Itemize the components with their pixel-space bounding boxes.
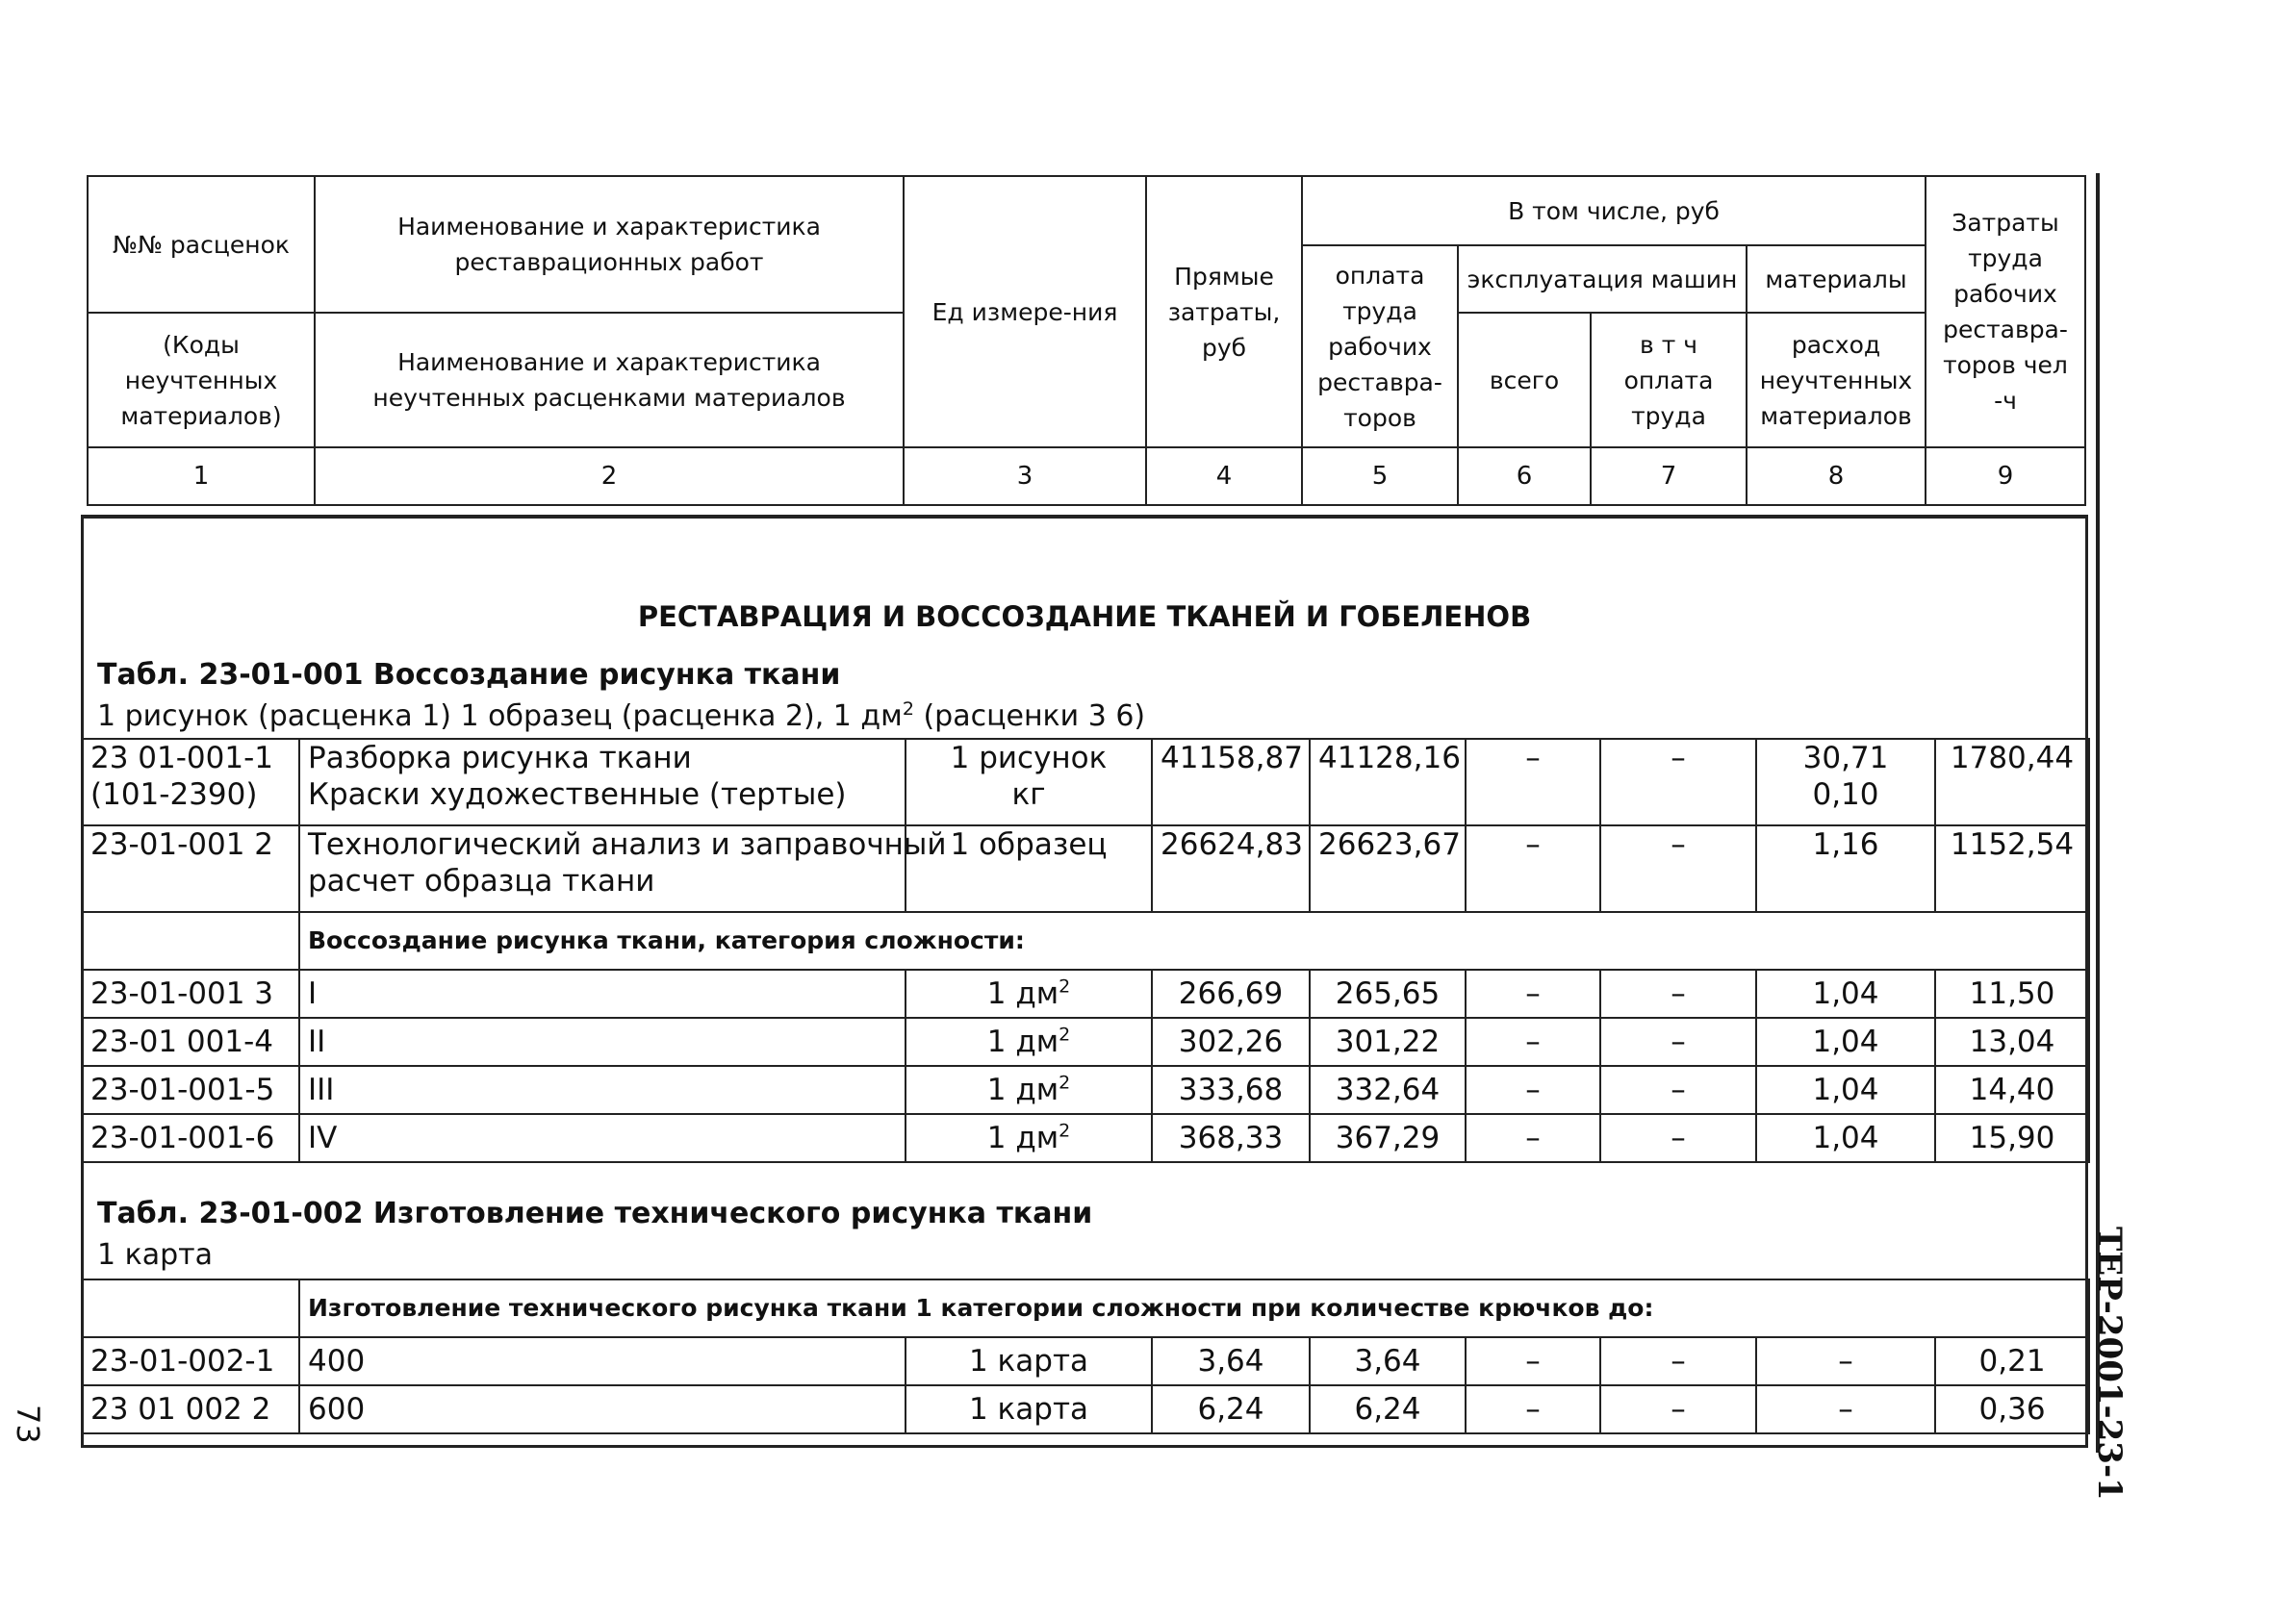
direct-cell: 266,69 bbox=[1152, 970, 1310, 1018]
group-header: В том числе, руб bbox=[1302, 176, 1926, 245]
category-cell: IV bbox=[299, 1114, 906, 1162]
page-number: 73 bbox=[10, 1405, 46, 1444]
table-row bbox=[82, 1385, 2089, 1433]
materials-cell: 1,04 bbox=[1756, 1114, 1935, 1162]
table-row bbox=[82, 1114, 2089, 1162]
table1 bbox=[81, 738, 2090, 1163]
table2-title: Табл. 23-01-002 Изготовление технического рисунка ткани bbox=[97, 1197, 1093, 1230]
unit-cell: 1 карта bbox=[906, 1385, 1152, 1433]
code-cell: 23-01 001-4 bbox=[82, 1018, 299, 1066]
col-number: 4 bbox=[1146, 447, 1302, 505]
category-cell: III bbox=[299, 1066, 906, 1114]
document-code: ТЕР-2001-23-1 bbox=[2090, 1227, 2129, 1501]
labor-cell: 41128,16 bbox=[1310, 739, 1466, 825]
hours-cell: 14,40 bbox=[1935, 1066, 2089, 1114]
category-cell: II bbox=[299, 1018, 906, 1066]
table2-subtitle: 1 карта bbox=[97, 1238, 214, 1272]
direct-cell: 333,68 bbox=[1152, 1066, 1310, 1114]
materials-cell: 1,04 bbox=[1756, 970, 1935, 1018]
machines-cell: – bbox=[1466, 1018, 1600, 1066]
code-cell: 23-01-002-1 bbox=[82, 1337, 299, 1385]
labor-hours-header: Затраты труда рабочих реставра-торов чел -ч bbox=[1926, 176, 2085, 447]
labor-cell: 265,65 bbox=[1310, 970, 1466, 1018]
labor-cell: 3,64 bbox=[1310, 1337, 1466, 1385]
hours-cell: 13,04 bbox=[1935, 1018, 2089, 1066]
machine-labor-cell: – bbox=[1600, 1066, 1756, 1114]
unit-cell: 1 $дм^2$ bbox=[906, 970, 1152, 1018]
col-number: 2 bbox=[315, 447, 904, 505]
direct-cell: 6,24 bbox=[1152, 1385, 1310, 1433]
direct-cell: 3,64 bbox=[1152, 1337, 1310, 1385]
table-row bbox=[82, 1337, 2089, 1385]
labor-cell: 332,64 bbox=[1310, 1066, 1466, 1114]
machine-labor-cell: – bbox=[1600, 825, 1756, 912]
machine-labor-cell: – bbox=[1600, 1114, 1756, 1162]
direct-cell: 26624,83 bbox=[1152, 825, 1310, 912]
direct-cell: 302,26 bbox=[1152, 1018, 1310, 1066]
table-row bbox=[82, 825, 2089, 912]
hours-cell: 15,90 bbox=[1935, 1114, 2089, 1162]
group-row bbox=[82, 912, 2089, 970]
machines-cell: – bbox=[1466, 1337, 1600, 1385]
materials-cell: 30,71 0,10 bbox=[1756, 739, 1935, 825]
empty-cell bbox=[82, 1279, 299, 1337]
name-cell: Разборка рисунка ткани Краски художественные (тертые) bbox=[299, 739, 906, 825]
labor-cell: 26623,67 bbox=[1310, 825, 1466, 912]
code-cell: 23 01 002 2 bbox=[82, 1385, 299, 1433]
machine-labor-cell: – bbox=[1600, 739, 1756, 825]
code-cell: 23 01-001-1 (101-2390) bbox=[82, 739, 299, 825]
machine-labor-cell: – bbox=[1600, 1337, 1756, 1385]
materials-cell: 1,16 bbox=[1756, 825, 1935, 912]
code-cell: 23-01-001 2 bbox=[82, 825, 299, 912]
machines-cell: – bbox=[1466, 1385, 1600, 1433]
col-number: 5 bbox=[1302, 447, 1458, 505]
group-label: Воссоздание рисунка ткани, категория сложности: bbox=[299, 912, 2089, 970]
machines-cell: – bbox=[1466, 1066, 1600, 1114]
col2-top-header: Наименование и характеристика реставрационных работ bbox=[315, 176, 904, 313]
table-row bbox=[82, 970, 2089, 1018]
machines-cell: – bbox=[1466, 739, 1600, 825]
code-cell: 23-01-001-6 bbox=[82, 1114, 299, 1162]
group-label: Изготовление технического рисунка ткани 1 категории сложности при количестве крючков до: bbox=[299, 1279, 2089, 1337]
hours-cell: 0,21 bbox=[1935, 1337, 2089, 1385]
labor-cell: 367,29 bbox=[1310, 1114, 1466, 1162]
labor-pay-header: оплата труда рабочих реставра-торов bbox=[1302, 245, 1458, 447]
col-number: 3 bbox=[904, 447, 1146, 505]
table2 bbox=[81, 1279, 2090, 1434]
col2-bottom-header: Наименование и характеристика неучтенных расценками материалов bbox=[315, 313, 904, 447]
direct-cost-header: Прямые затраты, руб bbox=[1146, 176, 1302, 447]
machine-labor-cell: – bbox=[1600, 1018, 1756, 1066]
labor-cell: 6,24 bbox=[1310, 1385, 1466, 1433]
unit-cell: 1 $дм^2$ bbox=[906, 1114, 1152, 1162]
unit-cell: 1 карта bbox=[906, 1337, 1152, 1385]
materials-cell: 1,04 bbox=[1756, 1066, 1935, 1114]
machine-labor-cell: – bbox=[1600, 1385, 1756, 1433]
table-row bbox=[82, 739, 2089, 825]
labor-cell: 301,22 bbox=[1310, 1018, 1466, 1066]
hours-cell: 11,50 bbox=[1935, 970, 2089, 1018]
category-cell: I bbox=[299, 970, 906, 1018]
group-row bbox=[82, 1279, 2089, 1337]
col-number: 1 bbox=[88, 447, 315, 505]
qty-cell: 400 bbox=[299, 1337, 906, 1385]
col-number: 7 bbox=[1591, 447, 1747, 505]
col1-bottom-header: (Коды неучтенных материалов) bbox=[88, 313, 315, 447]
machines-header: эксплуатация машин bbox=[1458, 245, 1747, 313]
machines-cell: – bbox=[1466, 970, 1600, 1018]
table-row bbox=[82, 1018, 2089, 1066]
unit-cell: 1 $дм^2$ bbox=[906, 1066, 1152, 1114]
unit-cell: 1 образец bbox=[906, 825, 1152, 912]
unit-header: Ед измере-ния bbox=[904, 176, 1146, 447]
materials-cell: – bbox=[1756, 1385, 1935, 1433]
materials-cell: 1,04 bbox=[1756, 1018, 1935, 1066]
code-cell: 23-01-001 3 bbox=[82, 970, 299, 1018]
qty-cell: 600 bbox=[299, 1385, 906, 1433]
hours-cell: 1152,54 bbox=[1935, 825, 2089, 912]
hours-cell: 0,36 bbox=[1935, 1385, 2089, 1433]
unit-cell: 1 рисунок кг bbox=[906, 739, 1152, 825]
table-row bbox=[82, 1066, 2089, 1114]
code-cell: 23-01-001-5 bbox=[82, 1066, 299, 1114]
col-number: 9 bbox=[1926, 447, 2085, 505]
machines-cell: – bbox=[1466, 1114, 1600, 1162]
col-number: 6 bbox=[1458, 447, 1591, 505]
direct-cell: 368,33 bbox=[1152, 1114, 1310, 1162]
hours-cell: 1780,44 bbox=[1935, 739, 2089, 825]
unaccounted-materials-header: расход неучтенных материалов bbox=[1747, 313, 1926, 447]
direct-cell: 41158,87 bbox=[1152, 739, 1310, 825]
table1-title: Табл. 23-01-001 Воссоздание рисунка ткани bbox=[97, 658, 841, 692]
body-section bbox=[81, 515, 2088, 1448]
name-cell: Технологический анализ и заправочный расчет образца ткани bbox=[299, 825, 906, 912]
col1-top-header: №№ расценок bbox=[88, 176, 315, 313]
header-table bbox=[87, 175, 2086, 506]
col-number: 8 bbox=[1747, 447, 1926, 505]
unit-cell: 1 $дм^2$ bbox=[906, 1018, 1152, 1066]
machines-total-header: всего bbox=[1458, 313, 1591, 447]
machine-labor-header: в т ч оплата труда bbox=[1591, 313, 1747, 447]
empty-cell bbox=[82, 912, 299, 970]
materials-header: материалы bbox=[1747, 245, 1926, 313]
section-title: РЕСТАВРАЦИЯ И ВОССОЗДАНИЕ ТКАНЕЙ И ГОБЕЛЕНОВ bbox=[637, 600, 1532, 633]
table1-subtitle: 1 рисунок (расценка 1) 1 образец (расценка 2), 1 $дм^2$ (расценки 3 6) bbox=[97, 698, 1146, 733]
machines-cell: – bbox=[1466, 825, 1600, 912]
machine-labor-cell: – bbox=[1600, 970, 1756, 1018]
materials-cell: – bbox=[1756, 1337, 1935, 1385]
